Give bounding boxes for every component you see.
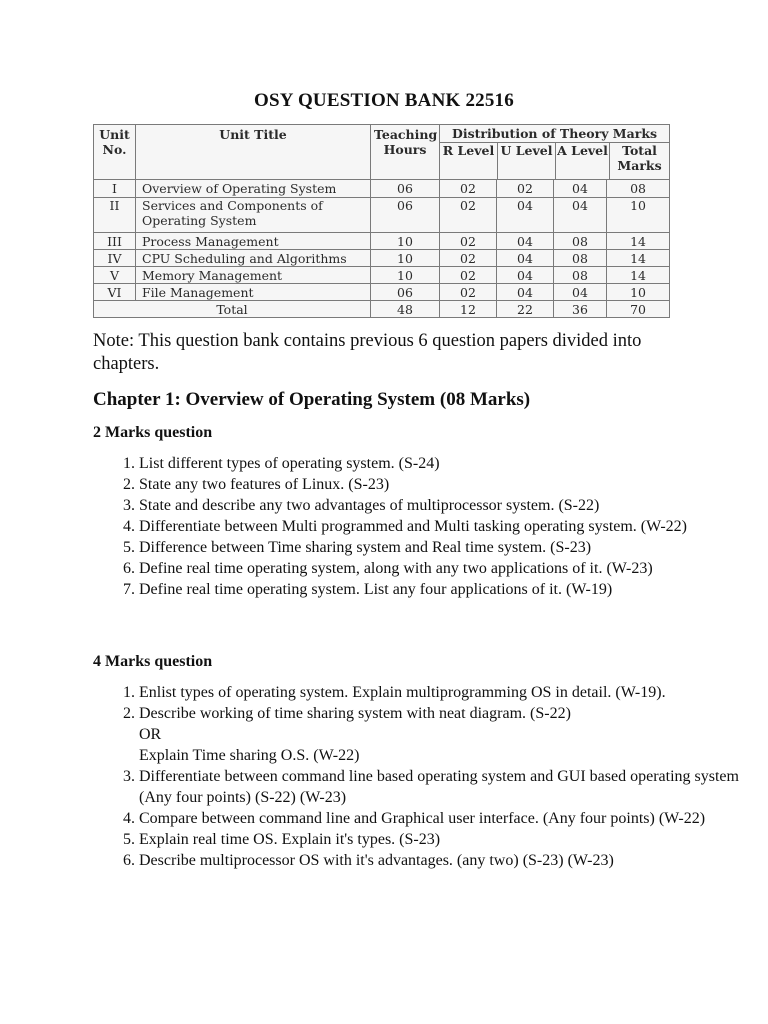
table-total-row — [94, 301, 670, 318]
cell-u: 04 — [497, 233, 554, 250]
page-title: OSY QUESTION BANK 22516 — [254, 90, 514, 111]
cell-a: 04 — [554, 180, 607, 198]
marks-table — [93, 124, 670, 318]
cell-hours: 10 — [371, 233, 440, 250]
cell-total: 14 — [607, 233, 670, 250]
cell-title: CPU Scheduling and Algorithms — [136, 250, 371, 267]
header-distribution: Distribution of Theory Marks — [440, 125, 669, 143]
cell-hours: 06 — [371, 284, 440, 301]
cell-total-label: Total — [94, 301, 371, 318]
cell-total-hours: 48 — [371, 301, 440, 318]
header-r-level: R Level — [440, 143, 498, 179]
or-text: OR — [139, 726, 162, 743]
cell-unit: IV — [94, 250, 136, 267]
list-item: 7. Define real time operating system. List any four applications of it. (W-19) — [139, 579, 739, 600]
cell-r: 02 — [440, 267, 497, 284]
list-item: 5. Difference between Time sharing system and Real time system. (S-23) — [139, 537, 739, 558]
list-item: 4. Compare between command line and Graphical user interface. (Any four points) (W-22) — [139, 808, 739, 829]
list-item: 5. Explain real time OS. Explain it's types. (S-23) — [139, 829, 739, 850]
marks-table-image — [93, 124, 669, 318]
cell-title: Memory Management — [136, 267, 371, 284]
cell-unit: V — [94, 267, 136, 284]
cell-a: 08 — [554, 233, 607, 250]
table-row — [94, 267, 670, 284]
header-level-row — [440, 143, 669, 179]
cell-unit: II — [94, 198, 136, 233]
cell-title: File Management — [136, 284, 371, 301]
cell-r: 02 — [440, 233, 497, 250]
header-total-marks: Total Marks — [617, 143, 662, 173]
header-unit-no: Unit No. — [94, 125, 136, 180]
cell-total: 08 — [607, 180, 670, 198]
list-item: 3. Differentiate between command line based operating system and GUI based operating system (Any four points) (S-22) (W-23) — [139, 766, 739, 808]
cell-total-r: 12 — [440, 301, 497, 318]
cell-u: 04 — [497, 284, 554, 301]
cell-u: 04 — [497, 250, 554, 267]
header-u-level: U Level — [498, 143, 556, 179]
cell-hours: 06 — [371, 198, 440, 233]
cell-a: 04 — [554, 284, 607, 301]
list-item: 3. State and describe any two advantages of multiprocessor system. (S-22) — [139, 495, 739, 516]
cell-u: 04 — [497, 267, 554, 284]
list-item: 4. Differentiate between Multi programmed and Multi tasking operating system. (W-22) — [139, 516, 739, 537]
list-item: 1. List different types of operating system. (S-24) — [139, 453, 739, 474]
cell-u: 04 — [497, 198, 554, 233]
table-row — [94, 198, 670, 233]
list-item: 6. Describe multiprocessor OS with it's advantages. (any two) (S-23) (W-23) — [139, 850, 739, 871]
cell-total: 10 — [607, 198, 670, 233]
cell-hours: 10 — [371, 267, 440, 284]
list-item: 6. Define real time operating system, along with any two applications of it. (W-23) — [139, 558, 739, 579]
cell-title: Process Management — [136, 233, 371, 250]
table-row — [94, 250, 670, 267]
cell-title: Overview of Operating System — [136, 180, 371, 198]
cell-total: 14 — [607, 267, 670, 284]
cell-hours: 10 — [371, 250, 440, 267]
cell-r: 02 — [440, 250, 497, 267]
header-a-level: A Level — [556, 143, 610, 179]
cell-total-u: 22 — [497, 301, 554, 318]
cell-r: 02 — [440, 198, 497, 233]
four-marks-heading: 4 Marks question — [93, 653, 213, 670]
list-item: 1. Enlist types of operating system. Explain multiprogramming OS in detail. (W-19). — [139, 682, 739, 703]
cell-hours: 06 — [371, 180, 440, 198]
note-text: Note: This question bank contains previous 6 question papers divided into chapters. — [93, 331, 642, 374]
chapter-heading: Chapter 1: Overview of Operating System (08 Marks) — [93, 389, 531, 410]
two-marks-heading: 2 Marks question — [93, 424, 213, 441]
table-row — [94, 233, 670, 250]
table-header-row — [94, 125, 670, 180]
cell-a: 04 — [554, 198, 607, 233]
list-item — [139, 703, 739, 766]
cell-a: 08 — [554, 250, 607, 267]
cell-a: 08 — [554, 267, 607, 284]
cell-unit: III — [94, 233, 136, 250]
cell-unit: VI — [94, 284, 136, 301]
list-item: 2. State any two features of Linux. (S-23) — [139, 474, 739, 495]
header-teaching-hours: Teaching Hours — [371, 125, 440, 180]
cell-title: Services and Components of Operating System — [136, 198, 371, 233]
table-row — [94, 180, 670, 198]
cell-u: 02 — [497, 180, 554, 198]
cell-total: 10 — [607, 284, 670, 301]
cell-total-a: 36 — [554, 301, 607, 318]
question-text: Explain Time sharing O.S. (W-22) — [139, 747, 360, 764]
four-marks-list — [94, 682, 739, 871]
cell-total-total: 70 — [607, 301, 670, 318]
cell-r: 02 — [440, 180, 497, 198]
question-text: Describe working of time sharing system with neat diagram. (S-22) — [139, 705, 571, 722]
header-unit-title: Unit Title — [136, 125, 371, 180]
header-distribution-cell — [440, 125, 670, 180]
cell-r: 02 — [440, 284, 497, 301]
cell-unit: I — [94, 180, 136, 198]
table-row — [94, 284, 670, 301]
cell-total: 14 — [607, 250, 670, 267]
two-marks-list — [94, 453, 739, 600]
